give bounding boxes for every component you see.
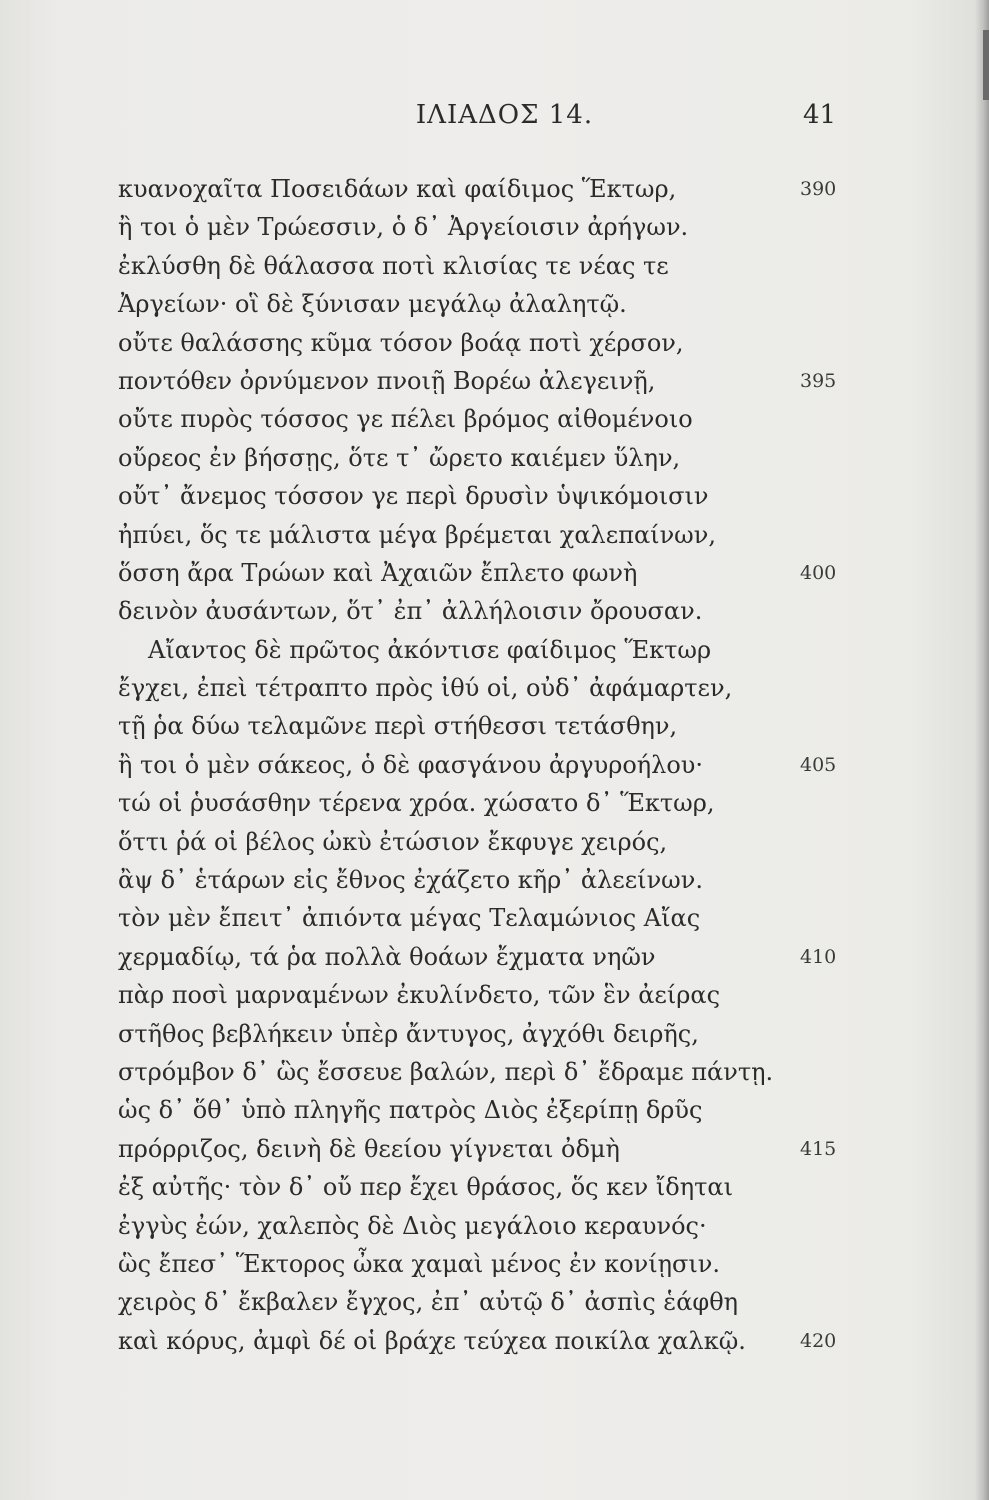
verse-line	[118, 899, 848, 937]
verse-line	[118, 400, 848, 438]
verse-text: Αἴαντος δὲ πρῶτος ἀκόντισε φαίδιμος Ἕκτωρ	[148, 635, 712, 664]
verse-line	[118, 1053, 848, 1091]
verse-text: ἢ τοι ὁ μὲν Τρώεσσιν, ὁ δ᾽ Ἀργείοισιν ἀρήγων.	[118, 213, 689, 242]
verse-line	[118, 631, 848, 669]
verse-line	[118, 1091, 848, 1129]
page-edge-tab	[983, 30, 989, 100]
verse-line	[118, 1168, 848, 1206]
verse-line	[118, 861, 848, 899]
line-number: 390	[800, 178, 837, 200]
verse-line	[118, 938, 848, 976]
verse-line	[118, 1245, 848, 1283]
verse-line	[118, 439, 848, 477]
verse-text: πρόρριζος, δεινὴ δὲ θεείου γίγνεται ὀδμὴ	[118, 1134, 620, 1163]
verse-line	[118, 707, 848, 745]
verse-text: ἔγχει, ἐπεὶ τέτραπτο πρὸς ἰθύ οἱ, οὐδ᾽ ἀφάμαρτεν,	[118, 674, 733, 703]
line-number: 420	[800, 1329, 837, 1352]
line-number: 405	[800, 753, 837, 776]
verse-line	[118, 516, 848, 554]
verse-text: οὔτε πυρὸς τόσσος γε πέλει βρόμος αἰθομένοιο	[118, 405, 693, 434]
line-number: 415	[800, 1137, 837, 1160]
verse-line	[118, 669, 848, 707]
verse-line	[118, 1207, 848, 1245]
verse-line	[118, 1322, 848, 1360]
verse-text: ἢ τοι ὁ μὲν σάκεος, ὁ δὲ φασγάνου ἀργυροήλου·	[118, 750, 704, 779]
verse-text: καὶ κόρυς, ἀμφὶ δέ οἱ βράχε τεύχεα ποικίλα χαλκῷ.	[118, 1326, 746, 1355]
verse-text: οὔρεος ἐν βήσσῃς, ὅτε τ᾽ ὤρετο καιέμεν ὕλην,	[118, 443, 681, 472]
verse-line	[118, 247, 848, 285]
verse-line	[118, 784, 848, 822]
verse-text: πὰρ ποσὶ μαρναμένων ἐκυλίνδετο, τῶν ἓν ἀείρας	[118, 981, 721, 1010]
verse-line	[118, 324, 848, 362]
verse-text: ἐγγὺς ἐών, χαλεπὸς δὲ Διὸς μεγάλοιο κεραυνός·	[118, 1211, 707, 1240]
verse-text: ὅσση ἄρα Τρώων καὶ Ἀχαιῶν ἔπλετο φωνὴ	[118, 558, 638, 587]
verse-line	[118, 1015, 848, 1053]
line-number: 400	[800, 561, 837, 584]
verse-text: οὔτε θαλάσσης κῦμα τόσον βοάᾳ ποτὶ χέρσον,	[118, 328, 684, 357]
verse-text: ποντόθεν ὀρνύμενον πνοιῇ Βορέω ἀλεγεινῇ,	[118, 366, 656, 395]
verse-text: ὅττι ῥά οἱ βέλος ὠκὺ ἐτώσιον ἔκφυγε χειρός,	[118, 827, 668, 856]
verse-text: χερμαδίῳ, τά ῥα πολλὰ θοάων ἔχματα νηῶν	[118, 942, 656, 971]
verse-text: δεινὸν ἀυσάντων, ὅτ᾽ ἐπ᾽ ἀλλήλοισιν ὄρουσαν.	[118, 597, 703, 626]
verse-text: οὔτ᾽ ἄνεμος τόσσον γε περὶ δρυσὶν ὑψικόμοισιν	[118, 482, 709, 511]
verse-line	[118, 976, 848, 1014]
verse-text: στῆθος βεβλήκειν ὑπὲρ ἄντυγος, ἀγχόθι δειρῆς,	[118, 1019, 699, 1048]
verse-line	[118, 208, 848, 246]
verse-line	[118, 823, 848, 861]
verse-text: τώ οἱ ῥυσάσθην τέρενα χρόα. χώσατο δ᾽ Ἕκτωρ,	[118, 789, 715, 818]
verse-line	[118, 362, 848, 400]
verse-line	[118, 746, 848, 784]
verse-text: χειρὸς δ᾽ ἔκβαλεν ἔγχος, ἐπ᾽ αὐτῷ δ᾽ ἀσπὶς ἑάφθη	[118, 1288, 739, 1317]
line-number: 410	[800, 945, 837, 968]
verse-text: τὸν μὲν ἔπειτ᾽ ἀπιόντα μέγας Τελαμώνιος Αἴας	[118, 904, 701, 933]
verse-text: ἠπύει, ὅς τε μάλιστα μέγα βρέμεται χαλεπαίνων,	[118, 520, 716, 549]
verse-line	[118, 554, 848, 592]
verse-text: ὡς δ᾽ ὅθ᾽ ὑπὸ πληγῆς πατρὸς Διὸς ἐξερίπῃ δρῦς	[118, 1096, 703, 1125]
verse-line	[118, 477, 848, 515]
verse-line	[118, 170, 848, 208]
page-edge-shadow	[975, 0, 989, 1500]
verse-text: στρόμβον δ᾽ ὣς ἔσσευε βαλών, περὶ δ᾽ ἔδραμε πάντῃ.	[118, 1057, 774, 1086]
verse-line	[118, 1283, 848, 1321]
verse-block	[118, 170, 848, 1360]
verse-line	[118, 592, 848, 630]
verse-text: ἐξ αὐτῆς· τὸν δ᾽ οὔ περ ἔχει θράσος, ὅς κεν ἴδηται	[118, 1173, 734, 1202]
verse-text: ἐκλύσθη δὲ θάλασσα ποτὶ κλισίας τε νέας τε	[118, 251, 669, 280]
verse-text: ἂψ δ᾽ ἑτάρων εἰς ἔθνος ἐχάζετο κῆρ᾽ ἀλεείνων.	[118, 866, 703, 895]
verse-text: τῇ ῥα δύω τελαμῶνε περὶ στήθεσσι τετάσθην,	[118, 712, 678, 741]
verse-text: Ἀργείων· οἳ δὲ ξύνισαν μεγάλῳ ἀλαλητῷ.	[118, 290, 627, 319]
verse-line	[118, 1130, 848, 1168]
verse-text: ὣς ἔπεσ᾽ Ἕκτορος ὦκα χαμαὶ μένος ἐν κονίῃσιν.	[118, 1249, 721, 1278]
page-number: 41	[803, 100, 837, 130]
line-number: 395	[800, 369, 837, 392]
verse-text: κυανοχαῖτα Ποσειδάων καὶ φαίδιμος Ἕκτωρ,	[118, 175, 677, 203]
running-head-title: ΙΛΙΑΔΟΣ 14.	[415, 100, 594, 130]
verse-line	[118, 285, 848, 323]
